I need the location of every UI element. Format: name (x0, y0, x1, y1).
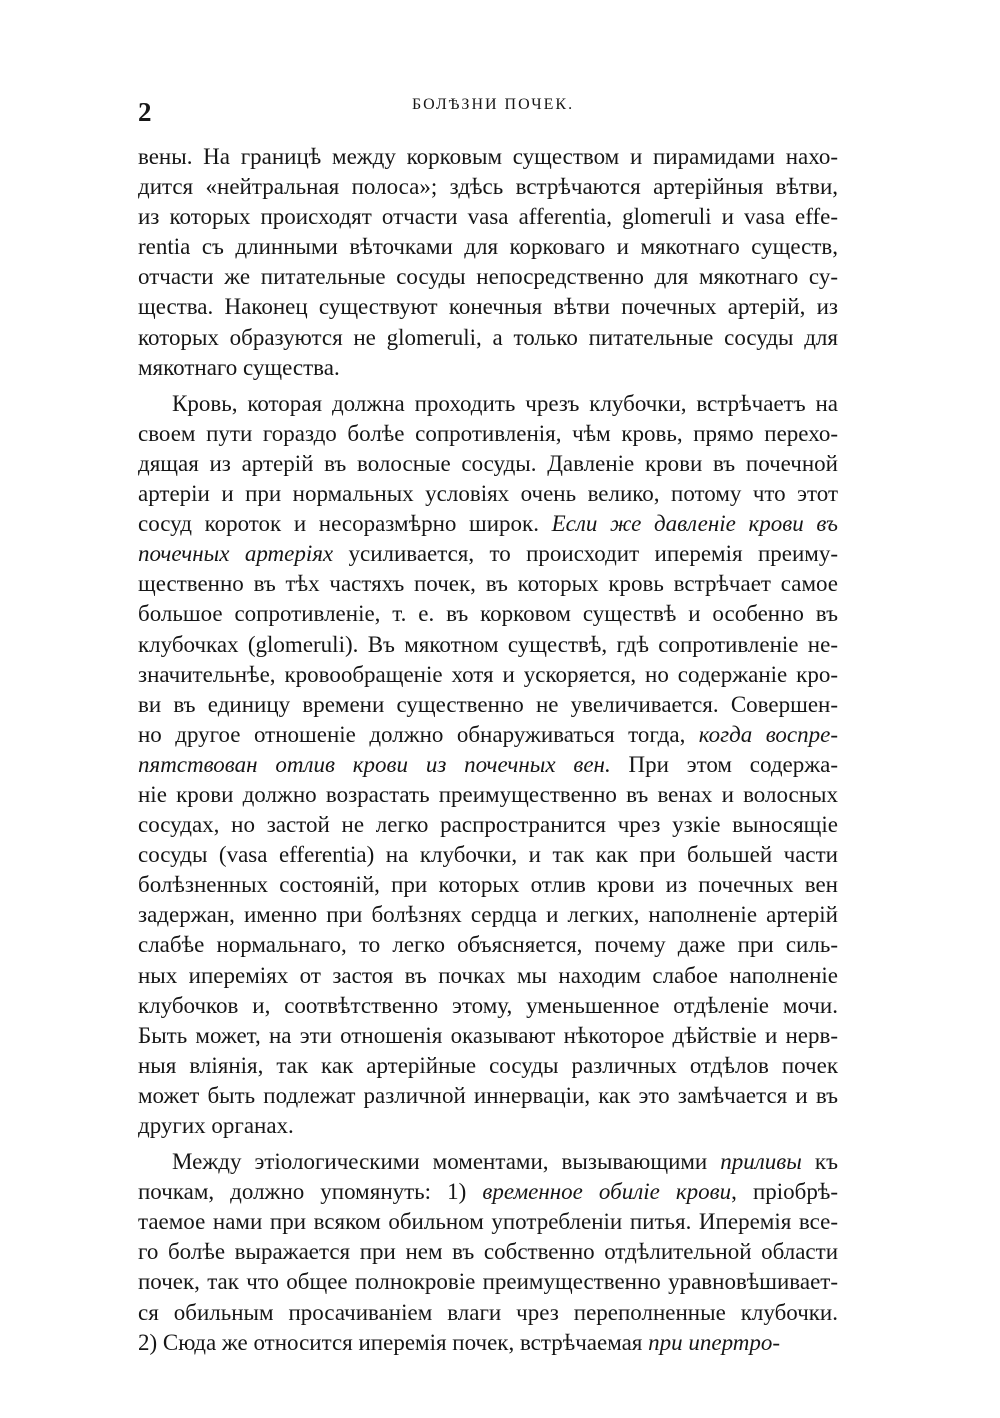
text-segment: задержан, именно при болѣзнях сердца и легких, наполненіе артерій (138, 902, 838, 928)
text-line (138, 292, 838, 322)
text-segment: других органах. (138, 1113, 294, 1138)
text-line (138, 262, 838, 292)
text-line (138, 1177, 838, 1207)
text-line (138, 353, 838, 383)
text-segment: болѣзненных состояній, при которых отлив крови из почечных вен (138, 872, 838, 898)
text-line (138, 142, 838, 172)
text-segment: ных ипереміях от застоя въ почках мы находим слабое наполненіе (138, 962, 838, 988)
text-segment: дящая из артерій въ волосные сосуды. Давленіе крови въ почечной (138, 450, 838, 476)
text-segment: Быть может, на эти отношенія оказывают нѣкоторое дѣйствіе и нерв- (138, 1022, 838, 1048)
text-line (138, 1267, 838, 1297)
text-line (138, 389, 838, 419)
italic-text: приливы (720, 1149, 802, 1175)
paragraph (138, 389, 838, 1141)
text-segment: вены. На границѣ между корковым существом и пирамидами нахо- (138, 144, 838, 169)
text-segment: клубочков и, соотвѣтственно этому, уменьшенное отдѣленіе мочи. (138, 992, 838, 1018)
text-segment: клубочках (glomeruli). Въ мякотном существѣ, гдѣ сопротивленіе не- (138, 631, 838, 657)
text-line (138, 991, 838, 1021)
text-line (138, 1021, 838, 1051)
text-segment: ви въ единицу времени существенно не увеличивается. Совершен- (138, 691, 838, 717)
text-line (138, 810, 838, 840)
text-segment: артеріи и при нормальных условіях очень велико, потому что этот (138, 481, 838, 507)
text-segment: го болѣе выражается при нем въ собственно отдѣлительной области (138, 1239, 838, 1265)
text-segment: сосуды (vasa efferentia) на клубочки, и так как при большей части (138, 842, 838, 868)
text-line (138, 750, 838, 780)
text-segment: ныя вліянія, так как артерійные сосуды различных отдѣлов почек (138, 1052, 838, 1078)
text-segment: таемое нами при всяком обильном употребленіи питья. Иперемія все- (138, 1209, 838, 1235)
text-line (138, 539, 838, 569)
text-segment: Кровь, которая должна проходить чрезъ клубочки, встрѣчаетъ на (172, 390, 838, 416)
text-segment: из которых происходят отчасти vasa afferentia, glomeruli и vasa effe- (138, 204, 838, 230)
text-segment: мякотнаго существа. (138, 354, 340, 380)
text-line (138, 449, 838, 479)
text-segment: къ (801, 1149, 838, 1175)
page-number: 2 (138, 97, 152, 127)
text-line (138, 1298, 838, 1328)
text-segment: ся обильным просачиваніем влаги чрез переполненные клубочки. (138, 1299, 838, 1325)
text-segment: слабѣе нормальнаго, то легко объясняется, почему даже при силь- (138, 932, 838, 958)
text-segment: 2) Сюда же относится иперемія почек, встрѣчаемая (138, 1329, 649, 1355)
text-line (138, 1111, 838, 1141)
paragraph (138, 1147, 838, 1358)
italic-text: временное обиліе крови (482, 1179, 732, 1205)
text-segment: может быть подлежат различной иннерваціи, как это замѣчается и въ (138, 1082, 838, 1108)
text-segment: При этом содержа- (610, 751, 838, 777)
text-segment: большое сопротивленіе, т. е. въ корковом существѣ и особенно въ (138, 601, 838, 627)
text-segment: дится «нейтральная полоса»; здѣсь встрѣчаются артерійныя вѣтви, (138, 174, 838, 200)
text-line (138, 1237, 838, 1267)
text-segment: ніе крови должно возрастать преимущественно въ венах и волосных (138, 781, 838, 807)
text-line (138, 780, 838, 810)
text-line (138, 479, 838, 509)
text-segment: которых образуются не glomeruli, а только питательные сосуды для (138, 324, 838, 350)
text-segment: но другое отношеніе должно обнаруживаться тогда, (138, 721, 699, 747)
text-segment: Между этіологическими моментами, вызывающими (172, 1149, 721, 1175)
italic-text: пятствован отлив крови из почечных вен. (138, 751, 611, 777)
text-segment: значительнѣе, кровообращеніе хотя и ускоряется, но содержаніе кро- (138, 661, 838, 687)
text-segment: rentia съ длинными вѣточками для корковаго и мякотнаго существ, (138, 234, 838, 260)
text-segment: почек, так что общее полнокровіе преимущественно уравновѣшивает- (138, 1269, 838, 1295)
text-line (138, 323, 838, 353)
text-line (138, 720, 838, 750)
text-line (138, 232, 838, 262)
text-line (138, 1051, 838, 1081)
text-line (138, 690, 838, 720)
text-segment: сосуд короток и несоразмѣрно широк. (138, 511, 552, 537)
text-line (138, 1328, 838, 1358)
italic-text: почечных артеріях (138, 541, 334, 567)
text-line (138, 1147, 838, 1177)
paragraph (138, 142, 838, 383)
text-line (138, 1207, 838, 1237)
text-line (138, 419, 838, 449)
text-segment: щественно въ тѣх частяхъ почек, въ которых кровь встрѣчает самое (138, 571, 838, 597)
italic-text: при ипертро- (648, 1329, 781, 1355)
body-text (138, 142, 838, 1358)
text-line (138, 840, 838, 870)
text-line (138, 961, 838, 991)
text-line (138, 569, 838, 599)
text-line (138, 202, 838, 232)
text-segment: отчасти же питательные сосуды непосредственно для мякотнаго су- (138, 264, 838, 290)
text-segment: своем пути гораздо болѣе сопротивленія, чѣм кровь, прямо перехо- (138, 420, 838, 446)
text-line (138, 599, 838, 629)
text-line (138, 509, 838, 539)
italic-text: Если же давленіе крови въ (551, 511, 838, 537)
text-line (138, 870, 838, 900)
text-segment: усиливается, то происходит иперемія преиму- (333, 541, 838, 567)
text-line (138, 630, 838, 660)
running-title: БОЛѢЗНИ ПОЧЕК. (412, 96, 575, 113)
text-segment: почкам, должно упомянуть: 1) (138, 1179, 483, 1205)
text-segment: сосудах, но застой не легко распространится чрез узкіе выносящіе (138, 812, 838, 838)
italic-text: когда воспре- (698, 721, 839, 747)
text-segment: , пріобрѣ- (731, 1179, 838, 1205)
text-line (138, 660, 838, 690)
text-line (138, 1081, 838, 1111)
text-line (138, 930, 838, 960)
text-segment: щества. Наконец существуют конечныя вѣтви почечных артерій, из (138, 294, 838, 320)
text-line (138, 172, 838, 202)
text-line (138, 900, 838, 930)
